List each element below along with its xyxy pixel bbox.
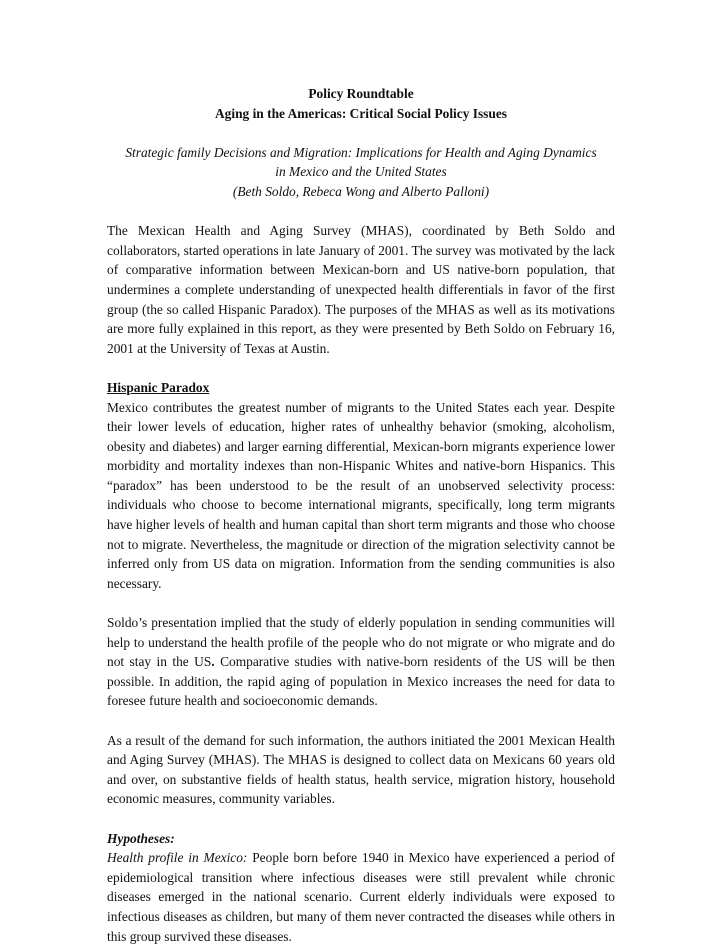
- mhas-paragraph: As a result of the demand for such information, the authors initiated the 2001 Mexican Health and Aging Survey (MHAS). The MHAS is designed to collect data on Mexicans 60 years old and over, on substantive fields of health status, health service, migration history, household economic measures, community variables.: [107, 732, 615, 807]
- document-header: [107, 84, 615, 123]
- hispanic-paradox-paragraph: Mexico contributes the greatest number of migrants to the United States each year. Despite their lower levels of education, higher rates of unhealthy behavior (smoking, alcoholism, obesity and diabetes) and larger earning differential, Mexican-born migrants experience lower morbidity and mortality indexes than non-Hispanic Whites and native-born Hispanics. This “paradox” has been understood to be the result of an unobserved selectivity process: individuals who choose to become international migrants, specifically, long term migrants have higher levels of health and human capital than short term migrants and those who choose not to migrate. Nevertheless, the magnitude or direction of the migration selectivity cannot be inferred only from US data on migration. Information from the sending communities is also necessary.: [107, 399, 615, 591]
- session-title-line-2: in Mexico and the United States: [275, 164, 447, 180]
- hypotheses-section: [107, 829, 615, 946]
- section-heading-hypotheses: Hypotheses:: [107, 830, 175, 846]
- event-title: Policy Roundtable: [308, 86, 414, 101]
- section-heading-hispanic-paradox: Hispanic Paradox: [107, 379, 210, 395]
- intro-section: [107, 221, 615, 358]
- hypotheses-paragraph: [107, 848, 615, 946]
- soldo-text-part-2: Comparative studies with native-born residents of the US will be then possible. In addition, the rapid aging of population in Mexico increases the need for data to foresee future health and socioeconomic demands.: [107, 654, 616, 709]
- hypothesis-text: People born before 1940 in Mexico have experienced a period of epidemiological transition where infectious diseases were still prevalent while chronic diseases emerged in the national scenario. Current elderly individuals were exposed to infectious diseases as children, but many of them never contracted the diseases while others in this group survived these diseases.: [107, 850, 615, 944]
- soldo-bold-period: .: [211, 654, 215, 670]
- session-title-line-1: Strategic family Decisions and Migration: Implications for Health and Aging Dynamics: [125, 144, 597, 160]
- document-page: [107, 84, 615, 946]
- intro-paragraph: The Mexican Health and Aging Survey (MHAS), coordinated by Beth Soldo and collaborators, started operations in late January of 2001. The survey was motivated by the lack of comparative information between Mexican-born and US native-born population, that undermines a complete understanding of unexpected health differentials in favor of the first group (the so called Hispanic Paradox). The purposes of the MHAS as well as its motivations are more fully explained in this report, as they were presented by Beth Soldo on February 16, 2001 at the University of Texas at Austin.: [107, 223, 615, 356]
- session-title: [107, 143, 615, 202]
- soldo-section: [107, 613, 615, 711]
- hispanic-paradox-section: [107, 378, 615, 594]
- mhas-section: [107, 731, 615, 809]
- soldo-text-part-1: Soldo’s presentation implied that the study of elderly population in sending communities will help to understand the health profile of the people who do not migrate or who migrate and do not stay in the US: [107, 615, 615, 670]
- soldo-paragraph: [107, 613, 615, 711]
- event-subtitle: Aging in the Americas: Critical Social Policy Issues: [215, 105, 507, 121]
- hypothesis-lead: Health profile in Mexico:: [107, 850, 248, 866]
- session-authors: (Beth Soldo, Rebeca Wong and Alberto Palloni): [232, 183, 490, 199]
